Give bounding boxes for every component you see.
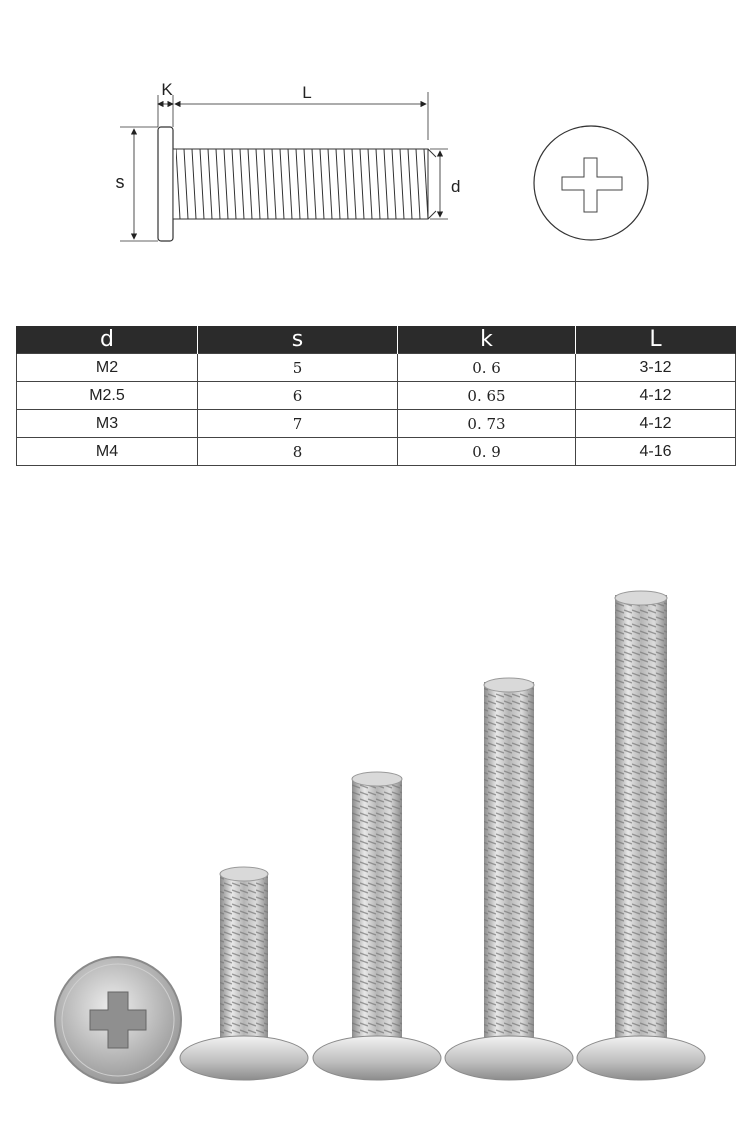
- screw-medium: [313, 772, 441, 1080]
- dimension-s-label: s: [115, 172, 125, 192]
- cell-d: M4: [17, 438, 198, 466]
- header-l: L: [576, 326, 736, 354]
- table-row: [17, 354, 736, 382]
- header-k: k: [398, 326, 576, 354]
- screw-dimension-diagram: [0, 0, 750, 300]
- cell-d: M3: [17, 410, 198, 438]
- cell-s: 6: [198, 382, 398, 410]
- table-row: [17, 382, 736, 410]
- table-row: [17, 410, 736, 438]
- head-top-view: [534, 126, 648, 240]
- cell-s: 5: [198, 354, 398, 382]
- cell-l: 3-12: [576, 354, 736, 382]
- cell-k: 0. 65: [398, 382, 576, 410]
- spec-table-header-row: [17, 326, 736, 354]
- product-photo: [0, 560, 750, 1132]
- cell-d: M2: [17, 354, 198, 382]
- screw-longest: [577, 591, 705, 1080]
- cell-l: 4-12: [576, 382, 736, 410]
- cell-l: 4-16: [576, 438, 736, 466]
- dimension-k-label: K: [161, 80, 173, 99]
- screw-long: [445, 678, 573, 1080]
- header-d: d: [17, 326, 198, 354]
- dimension-d-label: d: [451, 177, 461, 196]
- header-s: s: [198, 326, 398, 354]
- cell-k: 0. 9: [398, 438, 576, 466]
- dimension-l-label: L: [302, 83, 312, 102]
- screw-head-outline: [158, 127, 173, 241]
- screw-short: [180, 867, 308, 1080]
- cell-l: 4-12: [576, 410, 736, 438]
- screw-head-top-photo: [55, 957, 181, 1083]
- cell-k: 0. 6: [398, 354, 576, 382]
- cell-d: M2.5: [17, 382, 198, 410]
- table-row: [17, 438, 736, 466]
- cell-s: 7: [198, 410, 398, 438]
- spec-table: [16, 326, 736, 466]
- cell-s: 8: [198, 438, 398, 466]
- cell-k: 0. 73: [398, 410, 576, 438]
